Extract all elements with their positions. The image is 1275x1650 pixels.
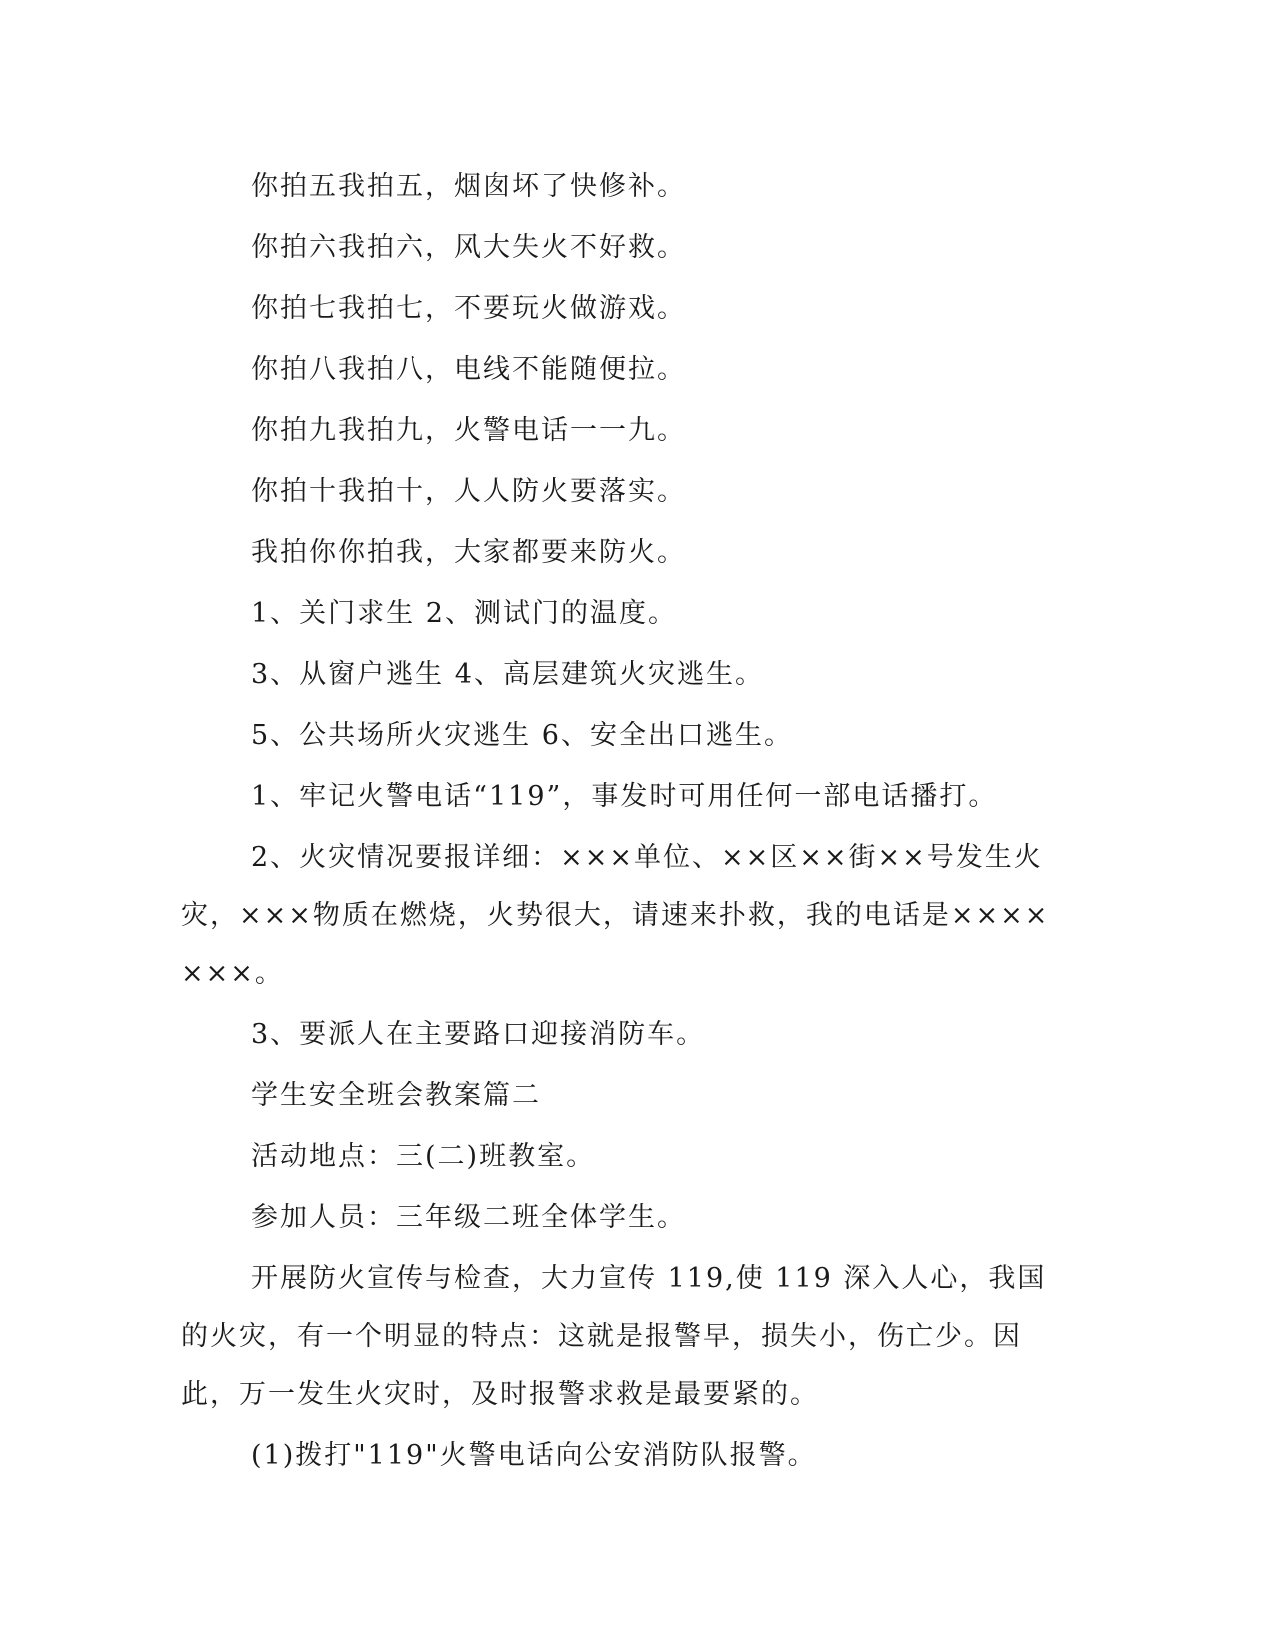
paragraph-report-1: 1、牢记火警电话“119”，事发时可用任何一部电话播打。 [251, 781, 998, 812]
paragraph-escape-1-2: 1、关门求生 2、测试门的温度。 [251, 598, 677, 629]
paragraph-clap-seven: 你拍七我拍七，不要玩火做游戏。 [251, 293, 686, 324]
paragraph-clap-nine: 你拍九我拍九，火警电话一一九。 [251, 415, 686, 446]
paragraph-clap-six: 你拍六我拍六，风大失火不好救。 [251, 232, 686, 263]
paragraph-dial-119: (1)拨打"119"火警电话向公安消防队报警。 [251, 1440, 817, 1471]
paragraph-clap-eight: 你拍八我拍八，电线不能随便拉。 [251, 354, 686, 385]
paragraph-escape-3-4: 3、从窗户逃生 4、高层建筑火灾逃生。 [251, 659, 764, 690]
document-body [181, 158, 1061, 1488]
paragraph-report-2: 2、火灾情况要报详细：×××单位、××区××街××号发生火灾，×××物质在燃烧，火势很大，请速来扑救，我的电话是×××××××。 [181, 842, 1050, 989]
paragraph-clap-five: 你拍五我拍五，烟囱坏了快修补。 [251, 171, 686, 202]
paragraph-clap-ten: 你拍十我拍十，人人防火要落实。 [251, 476, 686, 507]
paragraph-location: 活动地点：三(二)班教室。 [251, 1141, 596, 1172]
paragraph-participants: 参加人员：三年级二班全体学生。 [251, 1202, 686, 1233]
section-heading: 学生安全班会教案篇二 [251, 1080, 541, 1111]
paragraph-fire-prevention: 开展防火宣传与检查，大力宣传 119,使 119 深入人心，我国的火灾，有一个明显的特点：这就是报警早，损失小，伤亡少。因此，万一发生火灾时，及时报警求救是最要紧的。 [181, 1263, 1047, 1410]
paragraph-escape-5-6: 5、公共场所火灾逃生 6、安全出口逃生。 [251, 720, 793, 751]
paragraph-clap-closing: 我拍你你拍我，大家都要来防火。 [251, 537, 686, 568]
paragraph-report-3: 3、要派人在主要路口迎接消防车。 [251, 1019, 706, 1050]
